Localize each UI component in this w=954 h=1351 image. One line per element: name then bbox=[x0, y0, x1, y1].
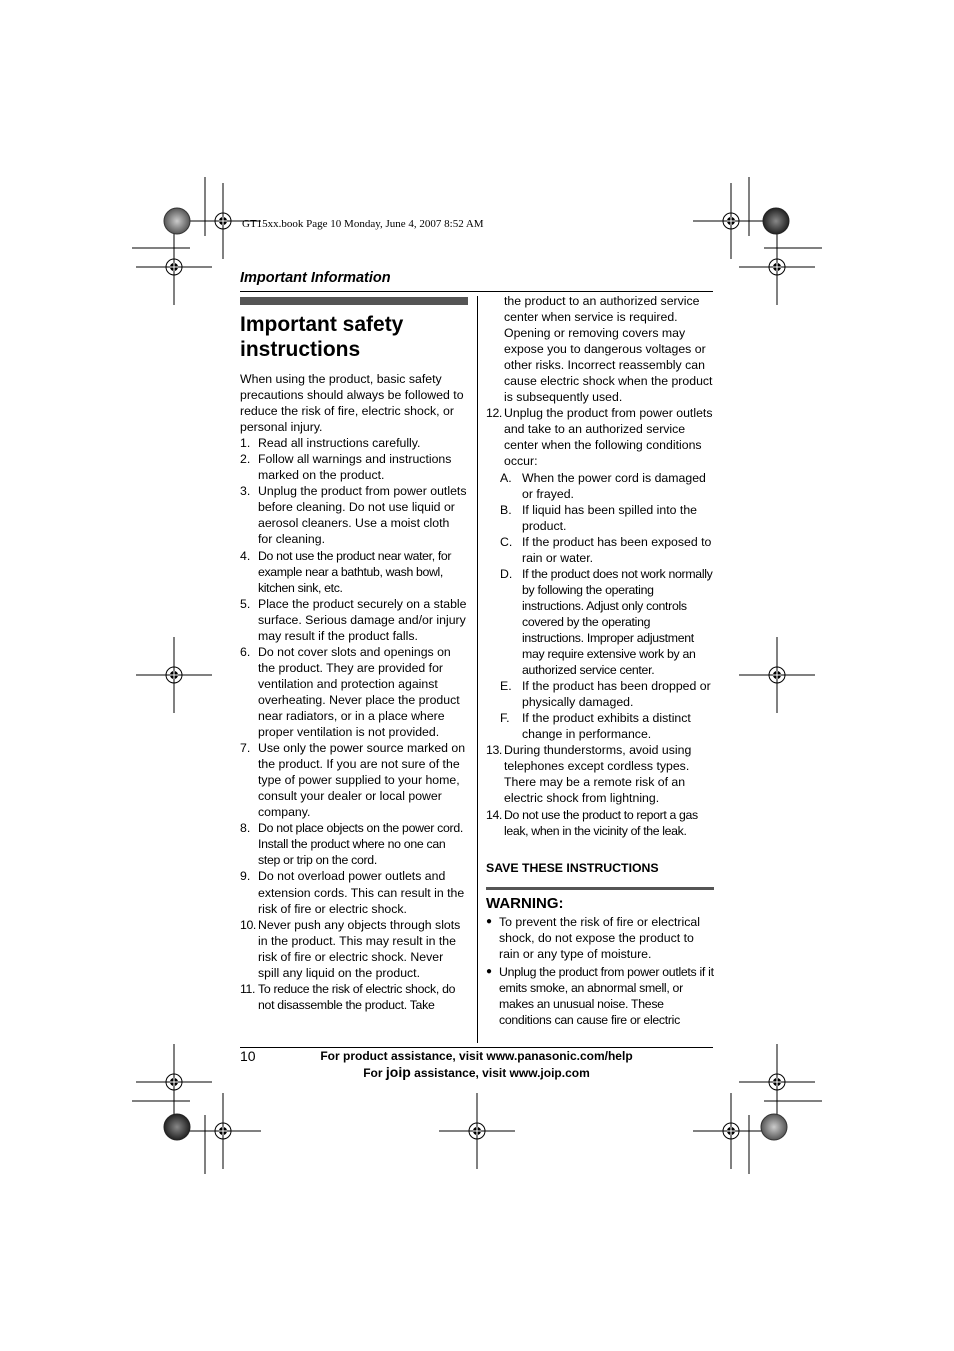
sub-item-letter: A. bbox=[500, 470, 512, 485]
item-text: Never push any objects through slots in the product. This may result in the risk of fire or electric shock. Never spill any liquid on the product. bbox=[258, 917, 461, 980]
sub-item-letter: B. bbox=[500, 502, 512, 517]
item-number: 6. bbox=[240, 644, 251, 659]
sub-list-item bbox=[486, 566, 714, 678]
warning-bullet bbox=[486, 964, 714, 1028]
item-text: Unplug the product from power outlets before cleaning. Do not use liquid or aerosol cleaners. Use a moist cloth for cleaning. bbox=[258, 484, 467, 547]
registration-mark-icon bbox=[693, 183, 769, 259]
sub-item-letter: C. bbox=[500, 534, 513, 549]
sub-list-item bbox=[486, 470, 714, 502]
page-number: 10 bbox=[240, 1048, 256, 1064]
list-item bbox=[240, 820, 467, 868]
sub-list-item bbox=[486, 534, 714, 566]
right-column bbox=[486, 293, 714, 1028]
warning-text: Unplug the product from power outlets if it emits smoke, an abnormal smell, or makes an unusual noise. These conditions can cause fire or electric bbox=[499, 964, 714, 1027]
list-item bbox=[240, 868, 467, 916]
item-number: 3. bbox=[240, 484, 251, 499]
item-text: Do not use the product to report a gas leak, when in the vicinity of the leak. bbox=[504, 807, 698, 838]
section-label: Important Information bbox=[240, 270, 391, 286]
sub-item-letter: D. bbox=[500, 566, 513, 581]
item-number: 14. bbox=[486, 807, 502, 822]
warning-bullet bbox=[486, 914, 714, 962]
item-text: Follow all warnings and instructions marked on the product. bbox=[258, 452, 452, 483]
list-item bbox=[486, 405, 714, 469]
list-item bbox=[240, 644, 467, 740]
condition-list bbox=[486, 470, 714, 743]
footer-suffix: assistance, visit www.joip.com bbox=[414, 1066, 590, 1080]
list-item bbox=[240, 451, 467, 483]
sub-item-text: If the product has been exposed to rain or water. bbox=[522, 534, 712, 565]
warning-text: To prevent the risk of fire or electrical shock, do not expose the product to rain or any type of moisture. bbox=[499, 914, 700, 961]
item-text: During thunderstorms, avoid using telephones except cordless types. There may be a remote risk of an electric shock from lightning. bbox=[504, 743, 692, 806]
sub-list-item bbox=[486, 678, 714, 710]
registration-mark-icon bbox=[739, 1044, 815, 1120]
registration-mark-icon bbox=[136, 229, 212, 305]
sub-item-letter: F. bbox=[500, 711, 510, 726]
list-item bbox=[240, 483, 467, 547]
list-item bbox=[240, 917, 467, 981]
sub-item-text: If the product exhibits a distinct change in performance. bbox=[522, 711, 691, 742]
intro-paragraph: When using the product, basic safety precautions should always be followed to reduce the risk of fire, electric shock, or personal injury. bbox=[240, 372, 464, 435]
item-text: To reduce the risk of electric shock, do not disassemble the product. Take bbox=[258, 981, 456, 1012]
registration-mark-icon bbox=[439, 1093, 515, 1169]
header-rule bbox=[240, 291, 713, 292]
item-text: Use only the power source marked on the product. If you are not sure of the type of power supplied to your home, consult your dealer or local power company. bbox=[258, 741, 466, 820]
safety-list bbox=[240, 435, 467, 1013]
footer-prefix: For bbox=[363, 1066, 383, 1080]
footer-rule bbox=[240, 1047, 713, 1048]
color-target-icon bbox=[164, 208, 190, 234]
sub-item-letter: E. bbox=[500, 679, 512, 694]
item-text: Do not overload power outlets and extension cords. This can result in the risk of fire or electric shock. bbox=[258, 869, 465, 916]
footer-help-line: For product assistance, visit www.panasonic.com/help bbox=[320, 1049, 633, 1063]
left-column bbox=[240, 371, 467, 1013]
save-instructions: SAVE THESE INSTRUCTIONS bbox=[486, 860, 659, 875]
sub-item-text: If the product does not work normally by following the operating instructions. Adjust only controls covered by the operating instructions. Improper adjustment may require extensive work by an authorized service center. bbox=[522, 566, 713, 678]
page-title: Important safety instructions bbox=[240, 313, 404, 361]
color-target-icon bbox=[761, 1114, 787, 1140]
warning-title: WARNING: bbox=[486, 894, 564, 912]
list-item bbox=[486, 807, 714, 839]
warning-rule bbox=[486, 887, 714, 890]
item-number: 5. bbox=[240, 596, 251, 611]
color-target-icon bbox=[164, 1114, 190, 1140]
sub-item-text: If the product has been dropped or physically damaged. bbox=[522, 679, 711, 710]
sub-item-text: If liquid has been spilled into the product. bbox=[522, 502, 698, 533]
registration-mark-icon bbox=[136, 637, 212, 713]
list-item bbox=[486, 742, 714, 806]
item-text: Do not place objects on the power cord. Install the product where no one can step or trip on the cord. bbox=[258, 821, 463, 868]
color-target-icon bbox=[763, 208, 789, 234]
item-text: Place the product securely on a stable surface. Serious damage and/or injury may result if the product falls. bbox=[258, 596, 467, 643]
bullet-icon: ● bbox=[486, 915, 493, 927]
list-item bbox=[240, 596, 467, 644]
registration-mark-icon bbox=[693, 1093, 769, 1169]
item-number: 9. bbox=[240, 869, 251, 884]
registration-mark-icon bbox=[136, 1044, 212, 1120]
joip-brand: joip bbox=[385, 1064, 411, 1080]
list-item bbox=[240, 548, 467, 596]
item-text: Do not cover slots and openings on the product. They are provided for ventilation and protection against overheating. Never place the product near radiators, or in a place where proper ventilation is not provided. bbox=[258, 644, 460, 740]
column-divider bbox=[477, 296, 478, 1043]
item-number: 1. bbox=[240, 436, 251, 451]
heading-bar bbox=[240, 297, 468, 305]
item-number: 4. bbox=[240, 548, 251, 563]
item-number: 2. bbox=[240, 452, 251, 467]
item-text: Read all instructions carefully. bbox=[258, 436, 421, 451]
sub-list-item bbox=[486, 502, 714, 534]
sub-item-text: When the power cord is damaged or frayed. bbox=[522, 470, 706, 501]
item-text: Do not use the product near water, for example near a bathtub, wash bowl, kitchen sink, etc. bbox=[258, 548, 452, 595]
item-number: 13. bbox=[486, 743, 502, 758]
item-number: 10. bbox=[240, 917, 256, 932]
registration-mark-icon bbox=[739, 229, 815, 305]
footer-joip-line bbox=[290, 1064, 663, 1080]
file-header: GT15xx.book Page 10 Monday, June 4, 2007 8:52 AM bbox=[242, 218, 484, 230]
registration-mark-icon bbox=[185, 1093, 261, 1169]
item-number: 11. bbox=[240, 981, 255, 996]
list-item bbox=[240, 740, 467, 820]
sub-list-item bbox=[486, 710, 714, 742]
item-number: 8. bbox=[240, 821, 251, 836]
item-text: Unplug the product from power outlets and take to an authorized service center when the following conditions occur: bbox=[504, 406, 713, 469]
list-item bbox=[240, 435, 467, 451]
list-item bbox=[240, 981, 467, 1013]
bullet-icon: ● bbox=[486, 965, 493, 977]
item-number: 12. bbox=[486, 406, 502, 421]
item-11-continued: the product to an authorized service center when service is required. Opening or removing covers may expose you to dangerous voltages or other risks. Incorrect reassembly can cause electric shock when the product is subsequently used. bbox=[504, 294, 713, 405]
item-number: 7. bbox=[240, 741, 251, 756]
registration-mark-icon bbox=[739, 637, 815, 713]
